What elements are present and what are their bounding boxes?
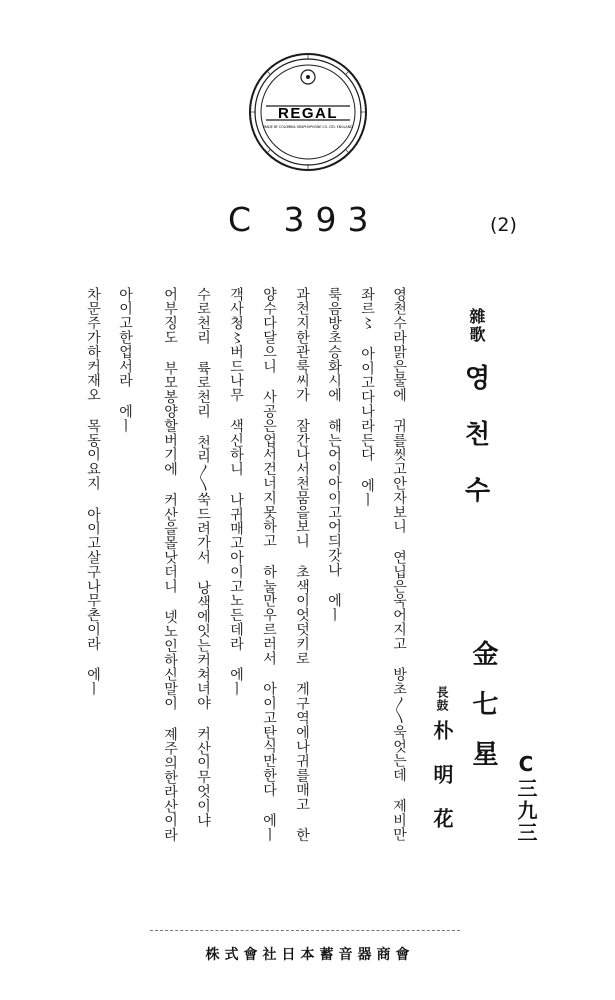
lyric-line: 양수다달으니 사공은업서건너지못하고 하눌만우르러서 아이고탄식만한다 에ㅣ: [261, 287, 277, 843]
lyric-line: 룩음방초승화시에 해는어이아이고어듸갓나 에ㅣ: [326, 287, 342, 623]
lyric-line: 차문주가하커재오 목동이요지 아이고살구나무촌이라 에ㅣ: [85, 287, 101, 697]
regal-label-emblem: [248, 52, 368, 172]
lyric-line: 어부징도 부모봉양할버기에 커산을몰낫더니 넷노인하신말이 졔주의한라산이라: [162, 287, 178, 843]
page-number: (2): [490, 214, 517, 236]
footer-divider: [150, 930, 460, 931]
song-title: 영천수: [460, 364, 490, 532]
regal-logo: [248, 52, 368, 172]
genre-label: 雜歌: [467, 308, 486, 344]
lyric-line: 객사청〻버드나무 색신하니 나귀매고아이고노든데라 에ㅣ: [228, 287, 244, 697]
logo-small-text: MADE BY COLUMBIA GRAPHOPHONE CO. LTD. ENGLAND: [263, 125, 353, 129]
lyric-line: 좌르〻 아이고다나라든다 에ㅣ: [359, 287, 375, 507]
lyric-line: 영천수라맑은물에 귀를씻고안자보니 연닙은욱어지고 방초〳〵욱엇는데 제비만: [391, 287, 407, 842]
brand-text: REGAL: [278, 105, 338, 122]
lyric-line: 수로천리 륙로천리 천리〳〵쑥드려가서 낭색에잇는커쳐녀야 커산이무엇이냐: [195, 287, 211, 828]
performer-role: 長鼓: [435, 686, 449, 712]
catalog-number: C 393: [228, 200, 380, 239]
publisher-footer: 株式會社日本蓄音器商會: [205, 947, 415, 963]
lyric-line: 아이고한업서라 에ㅣ: [117, 287, 133, 433]
catalog-number-kanji: C三九三: [514, 752, 538, 844]
performer-name: 朴明花: [430, 720, 454, 852]
lyric-line: 과천지한관룩씨가 잠간나서천뭄을보니 초색이엇덧키로 게구역에나귀를매고 한: [294, 287, 310, 843]
singer-name: 金七星: [468, 640, 498, 790]
